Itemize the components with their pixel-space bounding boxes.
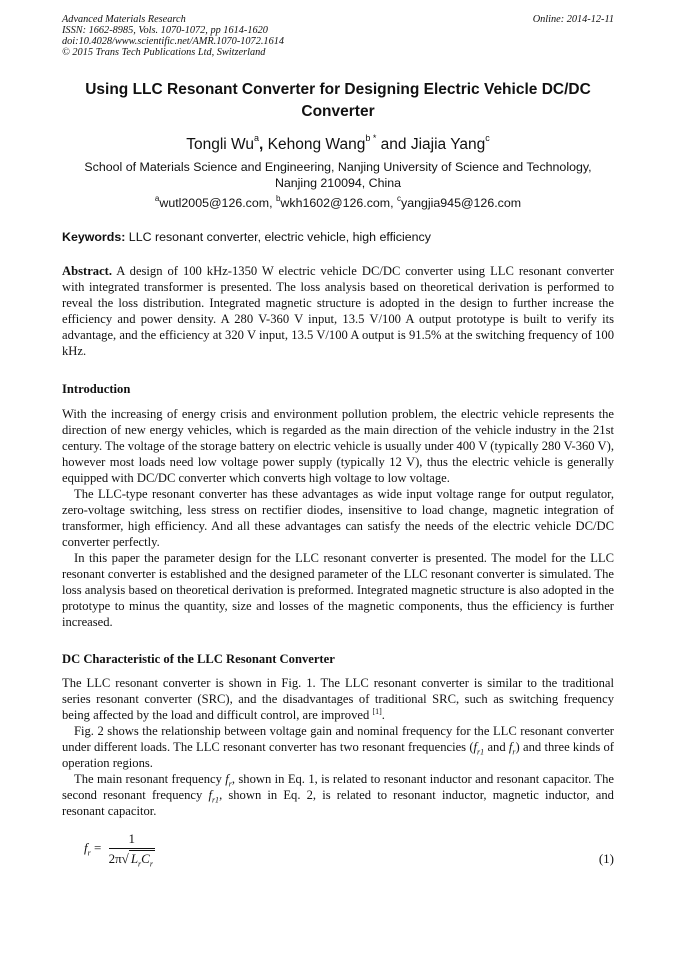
author-sup: b * bbox=[365, 133, 377, 143]
issn: ISSN: 1662-8985, Vols. 1070-1072, pp 1614-1620 bbox=[62, 25, 268, 36]
paragraph bbox=[62, 771, 614, 819]
keywords bbox=[62, 229, 614, 245]
author-separator: and bbox=[376, 136, 411, 153]
symbol: f bbox=[208, 788, 212, 802]
paragraph bbox=[62, 723, 614, 771]
abstract-text: A design of 100 kHz-1350 W electric vehicle DC/DC converter using LLC resonant converter with integrated transformer is presented. The loss analysis based on theoretical derivation is performed to reveal the loss distribution. Integrated magnetic structure is adopted in the design to further increase the efficiency and power density. A 280 V-360 V input, 13.5 V/100 A output prototype is built to verify its advantage, and the efficiency at 320 V input, 13.5 V/100 A output is 91.5% at the switching frequency of 100 kHz. bbox=[62, 264, 614, 358]
online-date: Online: 2014-12-11 bbox=[532, 14, 614, 25]
sym: C bbox=[141, 851, 150, 866]
header-row bbox=[62, 14, 614, 58]
author-name: Tongli Wu bbox=[186, 136, 255, 153]
paragraph bbox=[62, 675, 614, 723]
numerator: 1 bbox=[109, 831, 155, 849]
emails bbox=[62, 195, 614, 211]
text: The LLC resonant converter is shown in Fig. 1. The LLC resonant converter is similar to the traditional series resonant converter (SRC), and the disadvantages of traditional SRC, such as switching frequency being affected by the load and difficult control, are improved bbox=[62, 676, 614, 722]
eq-lhs-sub: r bbox=[87, 848, 91, 858]
paper-title: Using LLC Resonant Converter for Designing Electric Vehicle DC/DC Converter bbox=[85, 81, 591, 120]
fraction bbox=[109, 831, 155, 867]
abstract bbox=[62, 263, 614, 359]
author-sup: c bbox=[485, 133, 490, 143]
symbol: f bbox=[508, 740, 513, 754]
email: wkh1602@126.com, bbox=[280, 196, 398, 210]
email-sup: b bbox=[275, 194, 281, 203]
text: Fig. 2 shows the relationship between voltage gain and nominal frequency for the LLC resonant converter under different loads. The LLC resonant converter has two resonant frequencies ( bbox=[62, 724, 614, 754]
email-sup: a bbox=[154, 194, 160, 203]
citation[interactable]: [1] bbox=[372, 707, 382, 716]
text: . bbox=[381, 708, 385, 722]
doi: doi:10.4028/www.scientific.net/AMR.1070-1072.1614 bbox=[62, 36, 285, 47]
symbol: f bbox=[473, 740, 478, 754]
text: , shown in Eq. 1, is related to resonant inductor and resonant capacitor. The second resonant frequency bbox=[62, 772, 614, 802]
sqrt-sign: √ bbox=[121, 851, 129, 866]
eq-lhs: f bbox=[84, 839, 88, 855]
introduction-body bbox=[62, 406, 614, 630]
author-name: Kehong Wang bbox=[267, 136, 366, 153]
keywords-text: LLC resonant converter, electric vehicle, high efficiency bbox=[125, 230, 431, 244]
sqrt bbox=[129, 850, 155, 869]
sub: r bbox=[149, 859, 153, 869]
den-prefix: 2π bbox=[108, 851, 122, 866]
journal-name: Advanced Materials Research bbox=[62, 14, 186, 25]
authors bbox=[62, 135, 614, 154]
denominator bbox=[109, 849, 155, 867]
equation-number: (1) bbox=[598, 851, 614, 866]
copyright: © 2015 Trans Tech Publications Ltd, Switzerland bbox=[62, 47, 266, 58]
text: ) and three kinds of operation regions. bbox=[62, 740, 614, 770]
sub: r bbox=[138, 859, 142, 869]
equation-1 bbox=[84, 831, 155, 867]
journal-header bbox=[62, 14, 284, 58]
text: The main resonant frequency bbox=[74, 772, 226, 786]
text: and bbox=[484, 740, 509, 754]
section-heading-introduction: Introduction bbox=[62, 382, 131, 396]
symbol-sub: r bbox=[228, 779, 232, 789]
section-heading-dc-characteristic: DC Characteristic of the LLC Resonant Converter bbox=[62, 652, 335, 666]
email: yangjia945@126.com bbox=[401, 196, 522, 210]
affiliation-line: School of Materials Science and Engineering, Nanjing University of Science and Technology, bbox=[84, 160, 592, 174]
text: , shown in Eq. 2, is related to resonant inductor, magnetic inductor, and resonant capacitor. bbox=[62, 788, 614, 818]
abstract-label: Abstract. bbox=[62, 264, 113, 278]
affiliation bbox=[62, 159, 614, 191]
symbol-sub: r1 bbox=[211, 795, 220, 805]
author-sup: a bbox=[254, 133, 260, 143]
eq-equals: = bbox=[90, 839, 105, 855]
author-name: Jiajia Yang bbox=[410, 136, 486, 153]
paragraph: The LLC-type resonant converter has these advantages as wide input voltage range for output regulator, zero-voltage switching, less stress on rectifier diodes, insensitive to load change, magnetic integration of transformer, high efficiency. And all these advantages can satisfy the needs of the electric vehicle DC/DC converter perfectly. bbox=[62, 487, 614, 549]
email: wutl2005@126.com, bbox=[159, 196, 276, 210]
symbol: f bbox=[225, 772, 229, 786]
keywords-label: Keywords: bbox=[62, 230, 126, 244]
dc-body bbox=[62, 675, 614, 819]
symbol-sub: r1 bbox=[477, 747, 485, 757]
sym: L bbox=[130, 851, 139, 866]
author-separator: , bbox=[259, 136, 268, 153]
paragraph: With the increasing of energy crisis and environment pollution problem, the electric vehicle represents the direction of new energy vehicles, which is regarded as the main direction of the vehicle industry in the 21st century. The voltage of the storage battery on electric vehicle is usually under 400 V (typically 280 V-360 V), however most loads need low voltage power supply (typically 12 V), thus the electric vehicle is generally equipped with DC/DC converter which converts high voltage to low voltage. bbox=[62, 407, 614, 485]
equation-row bbox=[62, 831, 614, 867]
email-sup: c bbox=[397, 194, 402, 203]
symbol-sub: r bbox=[512, 747, 516, 757]
paragraph: In this paper the parameter design for the LLC resonant converter is presented. The model for the LLC resonant converter is established and the designed parameter of the LLC resonant converter is simulated. The loss analysis based on theoretical derivation is preformed. Integrated magnetic structure is also adopted in the prototype to minus the quantity, size and losses of the magnetic components, thus the efficiency is further increased. bbox=[62, 551, 614, 629]
affiliation-line: Nanjing 210094, China bbox=[274, 176, 402, 190]
